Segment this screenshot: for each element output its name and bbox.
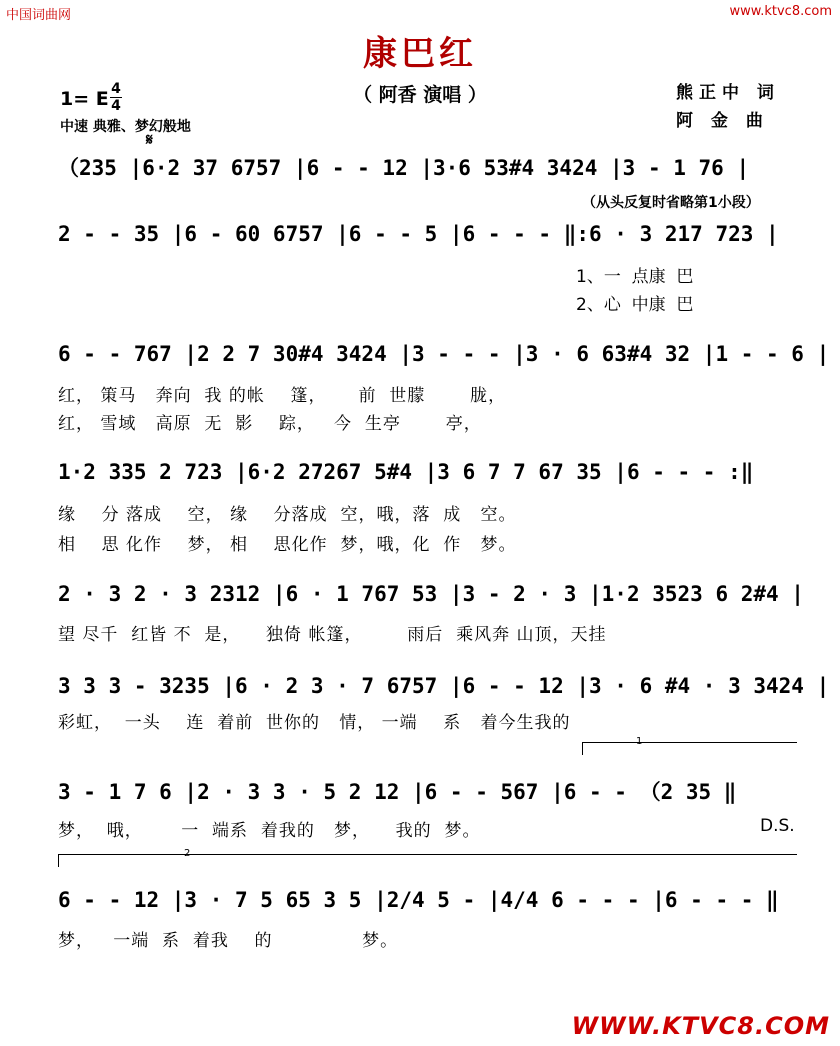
score-line-6: 3 3 3 - 3235 |6 · 2 3 · 7 6757 |6 - - 12 |3 · 6 #4 · 3 3424 | — [58, 674, 830, 698]
song-title: 康巴红 — [363, 34, 477, 74]
volta-bracket-2 — [58, 854, 797, 867]
composer-credit: 阿 金 曲 — [676, 111, 769, 131]
ds-marking: D.S. — [760, 816, 795, 836]
score-line-7: 3 - 1 7 6 |2 · 3 3 · 5 2 12 |6 - - 567 |6 - - （2 35 ‖ — [58, 780, 737, 804]
lyricist-credit: 熊正中 词 — [676, 83, 780, 103]
volta-bracket-1 — [582, 742, 797, 755]
watermark-left: 中国词曲网 — [6, 8, 72, 23]
tempo-marking: 中速 典雅、梦幻般地 — [60, 119, 191, 135]
score-line-4: 1·2 335 2 723 |6·2 27267 5#4 |3 6 7 7 67 35 |6 - - - :‖ — [58, 460, 754, 484]
score-line-3: 6 - - 767 |2 2 7 30#4 3424 |3 - - - |3 · 6 63#4 32 |1 - - 6 | — [58, 342, 830, 366]
segno-icon: 𝄋 — [146, 130, 153, 149]
score-line-2: 2 - - 35 |6 - 60 6757 |6 - - 5 |6 - - - ‖:6 · 3 217 723 | — [58, 222, 779, 246]
verse-1-label: 1、一 点康 巴 — [576, 267, 694, 287]
verse-2-label: 2、心 中康 巴 — [576, 295, 694, 315]
time-signature — [110, 82, 122, 113]
volta-number-1: 1 — [636, 736, 643, 747]
lyric-line-6: 彩虹， 一头 连 着前 世你的 情， 一端 系 着今生我的 — [58, 713, 571, 733]
lyric-line-5: 望 尽千 红皆 不 是， 独倚 帐篷， 雨后 乘风奔 山顶，天挂 — [58, 625, 607, 645]
watermark-bottom: WWW.KTVC8.COM — [571, 1012, 830, 1040]
lyric-line-4b: 相 思 化作 梦， 相 思化作 梦，哦，化 作 梦。 — [58, 535, 517, 555]
repeat-note: （从头反复时省略第1小段） — [582, 195, 760, 211]
time-bottom: 4 — [111, 98, 121, 114]
volta-number-2: 2 — [184, 848, 191, 859]
score-line-1: （235 |6·2 37 6757 |6 - - 12 |3·6 53#4 3424 |3 - 1 76 | — [58, 156, 750, 180]
watermark-right: www.ktvc8.com — [729, 4, 832, 19]
lyric-line-3a: 红， 策马 奔向 我 的帐 篷， 前 世朦 胧， — [58, 386, 507, 406]
time-top: 4 — [111, 81, 121, 97]
lyric-line-3b: 红， 雪域 高原 无 影 踪， 今 生亭 亭， — [58, 414, 482, 434]
lyric-line-8: 梦， 一端 系 着我 的 梦。 — [58, 931, 399, 951]
lyric-line-7: 梦， 哦， 一 端系 着我的 梦， 我的 梦。 — [58, 821, 481, 841]
lyric-line-4a: 缘 分 落成 空， 缘 分落成 空，哦，落 成 空。 — [58, 505, 517, 525]
key-signature: 1= E — [60, 88, 109, 110]
singer-credit: （ 阿香 演唱 ） — [353, 84, 487, 106]
score-line-5: 2 · 3 2 · 3 2312 |6 · 1 767 53 |3 - 2 · 3 |1·2 3523 6 2#4 | — [58, 582, 804, 606]
score-line-8: 6 - - 12 |3 · 7 5 65 3 5 |2/4 5 - |4/4 6 - - - |6 - - - ‖ — [58, 888, 779, 912]
